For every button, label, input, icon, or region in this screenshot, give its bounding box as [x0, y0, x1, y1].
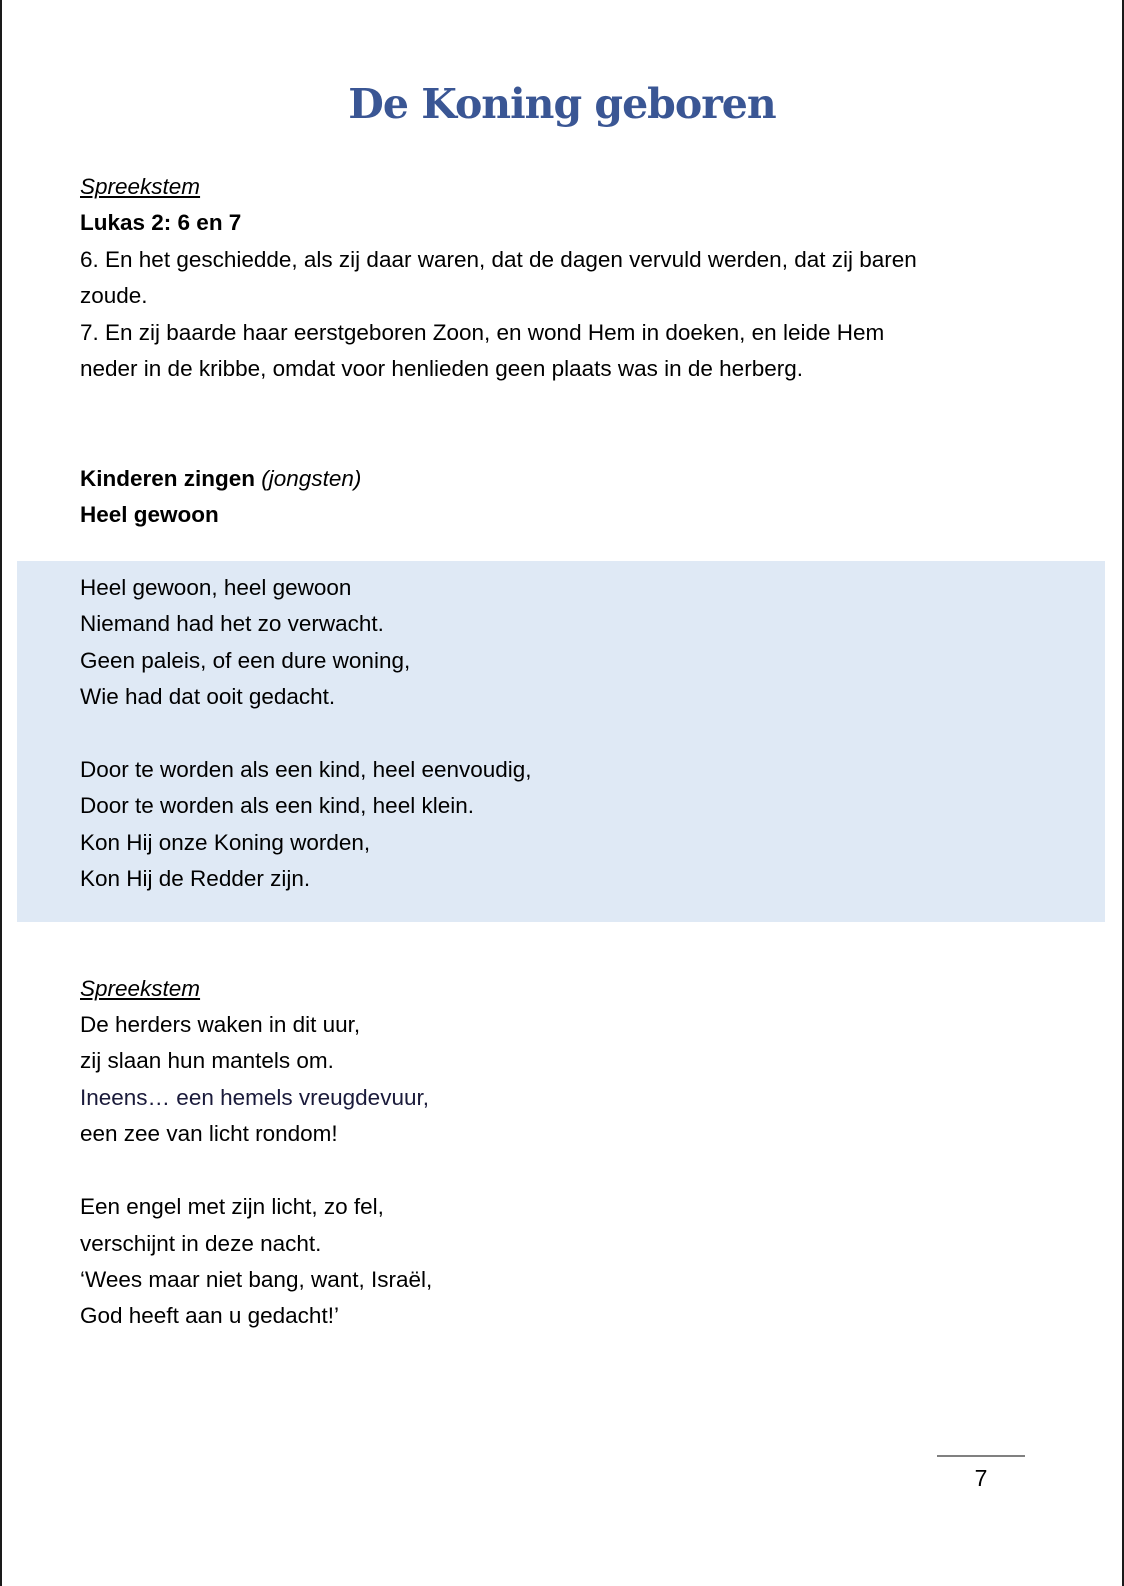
poem-line: God heeft aan u gedacht!’	[80, 1303, 339, 1328]
poem-line: De herders waken in dit uur,	[80, 1012, 361, 1037]
page-number-rule	[937, 1455, 1025, 1457]
page-edge-left	[0, 0, 2, 1586]
poem-line: verschijnt in deze nacht.	[80, 1231, 322, 1256]
performer-heading	[80, 465, 361, 493]
speaker-label: Spreekstem	[80, 976, 201, 1001]
scripture-line: zoude.	[80, 283, 148, 308]
performer-label: Kinderen zingen	[80, 466, 256, 491]
scripture-line: neder in de kribbe, omdat voor henlieden geen plaats was in de herberg.	[80, 356, 803, 381]
poem-line: een zee van licht rondom!	[80, 1121, 338, 1146]
lyric-line: Heel gewoon, heel gewoon	[80, 575, 352, 600]
lyric-line: Geen paleis, of een dure woning,	[80, 648, 411, 673]
lyric-line: Wie had dat ooit gedacht.	[80, 684, 336, 709]
speaker-label: Spreekstem	[80, 174, 201, 199]
lyric-line: Kon Hij onze Koning worden,	[80, 830, 371, 855]
poem-line: Ineens… een hemels vreugdevuur,	[80, 1085, 429, 1110]
lyric-line: Door te worden als een kind, heel eenvoudig,	[80, 757, 532, 782]
scripture-line: 7. En zij baarde haar eerstgeboren Zoon, en wond Hem in doeken, en leide Hem	[80, 320, 885, 345]
poem-line: zij slaan hun mantels om.	[80, 1048, 334, 1073]
lyric-line: Niemand had het zo verwacht.	[80, 611, 384, 636]
scripture-line: 6. En het geschiedde, als zij daar waren, dat de dagen vervuld werden, dat zij baren	[80, 247, 917, 272]
lyric-line: Door te worden als een kind, heel klein.	[80, 793, 474, 818]
page-title: De Koning geboren	[348, 80, 776, 128]
poem-line: Een engel met zijn licht, zo fel,	[80, 1194, 384, 1219]
scripture-reference: Lukas 2: 6 en 7	[80, 210, 242, 235]
song-title: Heel gewoon	[80, 502, 219, 527]
lyric-line: Kon Hij de Redder zijn.	[80, 866, 311, 891]
page-number: 7	[974, 1465, 988, 1491]
performer-note: (jongsten)	[261, 466, 362, 491]
poem-line: ‘Wees maar niet bang, want, Israël,	[80, 1267, 433, 1292]
